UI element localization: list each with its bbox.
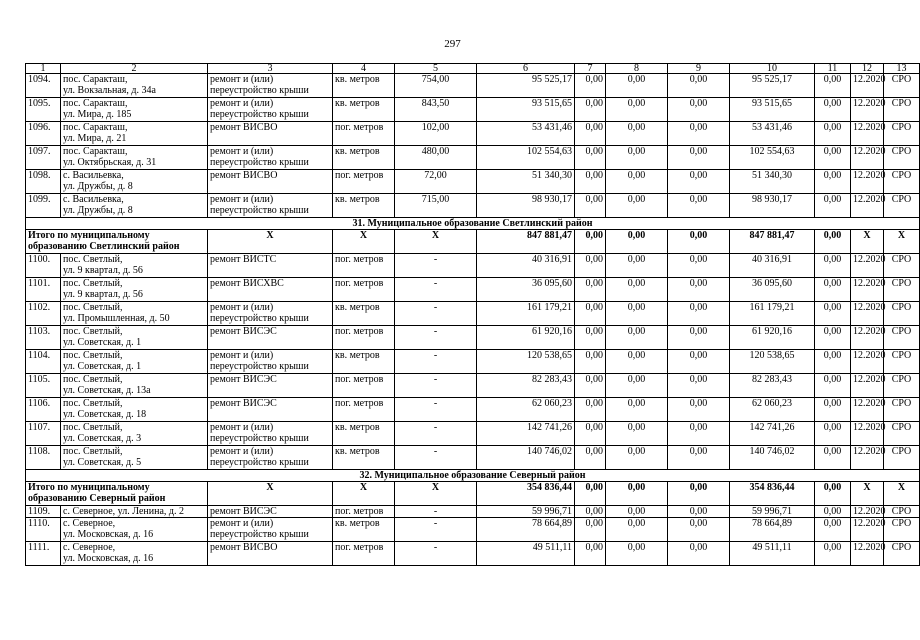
row-col11: 0,00 [815,374,851,398]
row-col9: 0,00 [668,302,730,326]
row-quantity: - [395,326,477,350]
row-col9: 0,00 [668,170,730,194]
row-col7: 0,00 [575,146,606,170]
row-quantity: - [395,254,477,278]
total-col10: 847 881,47 [730,230,815,254]
row-quantity: - [395,518,477,542]
row-col11: 0,00 [815,254,851,278]
row-col7: 0,00 [575,254,606,278]
row-col8: 0,00 [606,194,668,218]
row-number: 1099. [26,194,61,218]
row-organization: СРО [884,170,920,194]
row-number: 1111. [26,542,61,566]
row-col9: 0,00 [668,374,730,398]
row-unit: пог. метров [333,398,395,422]
row-unit: кв. метров [333,302,395,326]
total-col7: 0,00 [575,230,606,254]
row-quantity: 715,00 [395,194,477,218]
section-title: 31. Муниципальное образование Светлинский район [26,218,920,230]
total-col11: 0,00 [815,482,851,506]
row-unit: пог. метров [333,170,395,194]
row-number: 1096. [26,122,61,146]
row-work-type: ремонт и (или) переустройство крыши [208,350,333,374]
total-x-col4: Х [333,482,395,506]
row-date: 12.2020 [851,74,884,98]
page-number: 297 [444,38,461,50]
row-quantity: 843,50 [395,98,477,122]
row-col8: 0,00 [606,122,668,146]
row-col11: 0,00 [815,146,851,170]
section-row [26,218,920,230]
total-col9: 0,00 [668,482,730,506]
row-quantity: - [395,422,477,446]
table-row [26,326,920,350]
row-number: 1103. [26,326,61,350]
row-col10: 102 554,63 [730,146,815,170]
row-unit: кв. метров [333,422,395,446]
row-work-type: ремонт ВИСВО [208,170,333,194]
row-organization: СРО [884,98,920,122]
column-header-10: 10 [730,64,815,74]
row-col10: 40 316,91 [730,254,815,278]
section-title: 32. Муниципальное образование Северный район [26,470,920,482]
table-row [26,506,920,518]
row-date: 12.2020 [851,254,884,278]
row-col10: 98 930,17 [730,194,815,218]
row-date: 12.2020 [851,422,884,446]
row-unit: пог. метров [333,278,395,302]
row-col9: 0,00 [668,518,730,542]
row-col7: 0,00 [575,446,606,470]
total-label: Итого по муниципальному образованию Северный район [26,482,208,506]
row-work-type: ремонт ВИСХВС [208,278,333,302]
row-number: 1110. [26,518,61,542]
row-work-type: ремонт ВИСЭС [208,326,333,350]
row-col8: 0,00 [606,170,668,194]
program-table [25,63,920,566]
row-col8: 0,00 [606,98,668,122]
row-col7: 0,00 [575,194,606,218]
column-header-2: 2 [61,64,208,74]
row-number: 1104. [26,350,61,374]
row-address: с. Васильевка, ул. Дружбы, д. 8 [61,194,208,218]
row-organization: СРО [884,326,920,350]
column-header-7: 7 [575,64,606,74]
row-unit: кв. метров [333,446,395,470]
row-address: пос. Светлый, ул. Советская, д. 18 [61,398,208,422]
row-number: 1097. [26,146,61,170]
table-row [26,170,920,194]
row-col7: 0,00 [575,326,606,350]
row-organization: СРО [884,350,920,374]
row-cost: 161 179,21 [477,302,575,326]
row-number: 1106. [26,398,61,422]
table-row [26,542,920,566]
total-cost: 354 836,44 [477,482,575,506]
row-cost: 62 060,23 [477,398,575,422]
row-date: 12.2020 [851,98,884,122]
row-work-type: ремонт и (или) переустройство крыши [208,98,333,122]
total-x-col12: Х [851,482,884,506]
row-quantity: - [395,542,477,566]
row-cost: 49 511,11 [477,542,575,566]
table-row [26,122,920,146]
row-col7: 0,00 [575,422,606,446]
row-col9: 0,00 [668,146,730,170]
row-col11: 0,00 [815,194,851,218]
row-quantity: - [395,350,477,374]
row-address: с. Васильевка, ул. Дружбы, д. 8 [61,170,208,194]
row-date: 12.2020 [851,506,884,518]
row-organization: СРО [884,194,920,218]
row-col10: 49 511,11 [730,542,815,566]
total-x-col5: Х [395,230,477,254]
row-work-type: ремонт ВИСЭС [208,506,333,518]
row-organization: СРО [884,254,920,278]
row-col7: 0,00 [575,74,606,98]
row-number: 1094. [26,74,61,98]
row-number: 1107. [26,422,61,446]
row-col10: 142 741,26 [730,422,815,446]
row-organization: СРО [884,542,920,566]
row-unit: кв. метров [333,146,395,170]
row-organization: СРО [884,422,920,446]
row-work-type: ремонт ВИСВО [208,122,333,146]
column-header-11: 11 [815,64,851,74]
row-unit: кв. метров [333,350,395,374]
row-col10: 53 431,46 [730,122,815,146]
row-col11: 0,00 [815,326,851,350]
row-quantity: 102,00 [395,122,477,146]
row-col9: 0,00 [668,98,730,122]
row-col8: 0,00 [606,254,668,278]
header-row [26,64,920,74]
row-cost: 93 515,65 [477,98,575,122]
total-label: Итого по муниципальному образованию Светлинский район [26,230,208,254]
row-organization: СРО [884,506,920,518]
row-unit: пог. метров [333,506,395,518]
row-address: пос. Светлый, ул. Советская, д. 1 [61,326,208,350]
row-cost: 51 340,30 [477,170,575,194]
row-cost: 36 095,60 [477,278,575,302]
row-col7: 0,00 [575,98,606,122]
row-col7: 0,00 [575,278,606,302]
row-col11: 0,00 [815,542,851,566]
row-address: с. Северное, ул. Ленина, д. 2 [61,506,208,518]
column-header-3: 3 [208,64,333,74]
row-organization: СРО [884,146,920,170]
section-row [26,470,920,482]
row-cost: 140 746,02 [477,446,575,470]
row-cost: 98 930,17 [477,194,575,218]
row-col9: 0,00 [668,506,730,518]
row-date: 12.2020 [851,194,884,218]
row-number: 1108. [26,446,61,470]
row-number: 1101. [26,278,61,302]
row-col8: 0,00 [606,506,668,518]
row-col11: 0,00 [815,518,851,542]
row-col7: 0,00 [575,518,606,542]
table-row [26,278,920,302]
row-unit: кв. метров [333,74,395,98]
row-col10: 82 283,43 [730,374,815,398]
row-date: 12.2020 [851,350,884,374]
table-row [26,302,920,326]
row-number: 1098. [26,170,61,194]
row-quantity: - [395,398,477,422]
row-unit: пог. метров [333,254,395,278]
total-x-col3: Х [208,482,333,506]
row-col9: 0,00 [668,350,730,374]
row-date: 12.2020 [851,374,884,398]
row-col8: 0,00 [606,302,668,326]
row-date: 12.2020 [851,146,884,170]
row-col10: 59 996,71 [730,506,815,518]
row-col11: 0,00 [815,74,851,98]
row-col7: 0,00 [575,122,606,146]
row-col9: 0,00 [668,194,730,218]
row-unit: пог. метров [333,542,395,566]
total-col7: 0,00 [575,482,606,506]
column-header-6: 6 [477,64,575,74]
row-col7: 0,00 [575,170,606,194]
row-work-type: ремонт и (или) переустройство крыши [208,302,333,326]
row-organization: СРО [884,446,920,470]
row-organization: СРО [884,122,920,146]
column-header-12: 12 [851,64,884,74]
row-work-type: ремонт и (или) переустройство крыши [208,422,333,446]
table-row [26,146,920,170]
table-row [26,518,920,542]
row-col10: 51 340,30 [730,170,815,194]
row-address: пос. Светлый, ул. 9 квартал, д. 56 [61,278,208,302]
row-address: пос. Светлый, ул. Советская, д. 5 [61,446,208,470]
row-work-type: ремонт ВИСТС [208,254,333,278]
table-row [26,74,920,98]
row-cost: 78 664,89 [477,518,575,542]
row-col9: 0,00 [668,398,730,422]
row-col7: 0,00 [575,398,606,422]
row-col10: 78 664,89 [730,518,815,542]
total-x-col12: Х [851,230,884,254]
table-row [26,422,920,446]
row-address: пос. Светлый, ул. Советская, д. 3 [61,422,208,446]
row-col8: 0,00 [606,542,668,566]
total-cost: 847 881,47 [477,230,575,254]
row-address: пос. Саракташ, ул. Октябрьская, д. 31 [61,146,208,170]
row-col11: 0,00 [815,506,851,518]
row-col9: 0,00 [668,278,730,302]
row-unit: пог. метров [333,326,395,350]
table-row [26,446,920,470]
row-col8: 0,00 [606,398,668,422]
total-col8: 0,00 [606,230,668,254]
row-col11: 0,00 [815,122,851,146]
row-date: 12.2020 [851,122,884,146]
row-quantity: - [395,278,477,302]
row-work-type: ремонт ВИСЭС [208,374,333,398]
row-address: с. Северное, ул. Московская, д. 16 [61,542,208,566]
row-cost: 40 316,91 [477,254,575,278]
total-x-col4: Х [333,230,395,254]
row-cost: 61 920,16 [477,326,575,350]
row-col8: 0,00 [606,278,668,302]
row-unit: кв. метров [333,194,395,218]
row-address: пос. Светлый, ул. Советская, д. 1 [61,350,208,374]
total-x-col3: Х [208,230,333,254]
row-organization: СРО [884,398,920,422]
row-col9: 0,00 [668,254,730,278]
row-col10: 62 060,23 [730,398,815,422]
row-col10: 93 515,65 [730,98,815,122]
row-work-type: ремонт и (или) переустройство крыши [208,74,333,98]
row-organization: СРО [884,278,920,302]
row-organization: СРО [884,74,920,98]
column-header-4: 4 [333,64,395,74]
total-row [26,482,920,506]
row-col7: 0,00 [575,350,606,374]
row-quantity: - [395,302,477,326]
row-quantity: - [395,374,477,398]
row-col10: 161 179,21 [730,302,815,326]
row-col8: 0,00 [606,326,668,350]
row-number: 1095. [26,98,61,122]
total-row [26,230,920,254]
row-cost: 95 525,17 [477,74,575,98]
column-header-8: 8 [606,64,668,74]
row-cost: 53 431,46 [477,122,575,146]
table-row [26,254,920,278]
row-work-type: ремонт ВИСЭС [208,398,333,422]
row-col7: 0,00 [575,542,606,566]
row-work-type: ремонт ВИСВО [208,542,333,566]
row-col8: 0,00 [606,374,668,398]
table-row [26,374,920,398]
total-col10: 354 836,44 [730,482,815,506]
column-header-9: 9 [668,64,730,74]
row-date: 12.2020 [851,326,884,350]
row-col11: 0,00 [815,422,851,446]
column-header-5: 5 [395,64,477,74]
row-col7: 0,00 [575,374,606,398]
row-col9: 0,00 [668,326,730,350]
row-col11: 0,00 [815,170,851,194]
row-organization: СРО [884,374,920,398]
row-work-type: ремонт и (или) переустройство крыши [208,146,333,170]
row-col8: 0,00 [606,74,668,98]
row-col10: 120 538,65 [730,350,815,374]
row-number: 1102. [26,302,61,326]
row-col11: 0,00 [815,302,851,326]
row-col10: 140 746,02 [730,446,815,470]
row-quantity: - [395,446,477,470]
row-unit: пог. метров [333,122,395,146]
row-unit: кв. метров [333,518,395,542]
row-quantity: - [395,506,477,518]
column-header-13: 13 [884,64,920,74]
row-cost: 59 996,71 [477,506,575,518]
row-col8: 0,00 [606,446,668,470]
table-row [26,194,920,218]
row-address: с. Северное, ул. Московская, д. 16 [61,518,208,542]
row-col7: 0,00 [575,302,606,326]
row-number: 1100. [26,254,61,278]
row-unit: пог. метров [333,374,395,398]
row-address: пос. Саракташ, ул. Мира, д. 21 [61,122,208,146]
row-col8: 0,00 [606,146,668,170]
row-col10: 95 525,17 [730,74,815,98]
row-date: 12.2020 [851,170,884,194]
row-address: пос. Светлый, ул. 9 квартал, д. 56 [61,254,208,278]
row-col11: 0,00 [815,278,851,302]
table-row [26,398,920,422]
total-x-col13: Х [884,230,920,254]
total-col11: 0,00 [815,230,851,254]
row-col9: 0,00 [668,422,730,446]
row-col10: 36 095,60 [730,278,815,302]
row-address: пос. Саракташ, ул. Мира, д. 185 [61,98,208,122]
row-col10: 61 920,16 [730,326,815,350]
row-date: 12.2020 [851,518,884,542]
row-cost: 102 554,63 [477,146,575,170]
row-quantity: 72,00 [395,170,477,194]
column-header-1: 1 [26,64,61,74]
row-col11: 0,00 [815,398,851,422]
row-work-type: ремонт и (или) переустройство крыши [208,446,333,470]
row-date: 12.2020 [851,446,884,470]
row-col9: 0,00 [668,446,730,470]
table-row [26,350,920,374]
row-col9: 0,00 [668,122,730,146]
total-col9: 0,00 [668,230,730,254]
row-quantity: 754,00 [395,74,477,98]
row-cost: 142 741,26 [477,422,575,446]
row-quantity: 480,00 [395,146,477,170]
row-col11: 0,00 [815,98,851,122]
row-address: пос. Светлый, ул. Советская, д. 13а [61,374,208,398]
row-date: 12.2020 [851,278,884,302]
total-col8: 0,00 [606,482,668,506]
table-row [26,98,920,122]
row-address: пос. Светлый, ул. Промышленная, д. 50 [61,302,208,326]
row-address: пос. Саракташ, ул. Вокзальная, д. 34а [61,74,208,98]
row-number: 1109. [26,506,61,518]
row-col7: 0,00 [575,506,606,518]
row-unit: кв. метров [333,98,395,122]
row-col11: 0,00 [815,446,851,470]
row-organization: СРО [884,302,920,326]
total-x-col5: Х [395,482,477,506]
row-date: 12.2020 [851,542,884,566]
row-col8: 0,00 [606,518,668,542]
row-cost: 120 538,65 [477,350,575,374]
row-work-type: ремонт и (или) переустройство крыши [208,194,333,218]
row-organization: СРО [884,518,920,542]
row-col8: 0,00 [606,422,668,446]
row-col11: 0,00 [815,350,851,374]
row-col9: 0,00 [668,74,730,98]
row-date: 12.2020 [851,302,884,326]
row-date: 12.2020 [851,398,884,422]
total-x-col13: Х [884,482,920,506]
row-work-type: ремонт и (или) переустройство крыши [208,518,333,542]
row-col9: 0,00 [668,542,730,566]
row-col8: 0,00 [606,350,668,374]
row-number: 1105. [26,374,61,398]
row-cost: 82 283,43 [477,374,575,398]
